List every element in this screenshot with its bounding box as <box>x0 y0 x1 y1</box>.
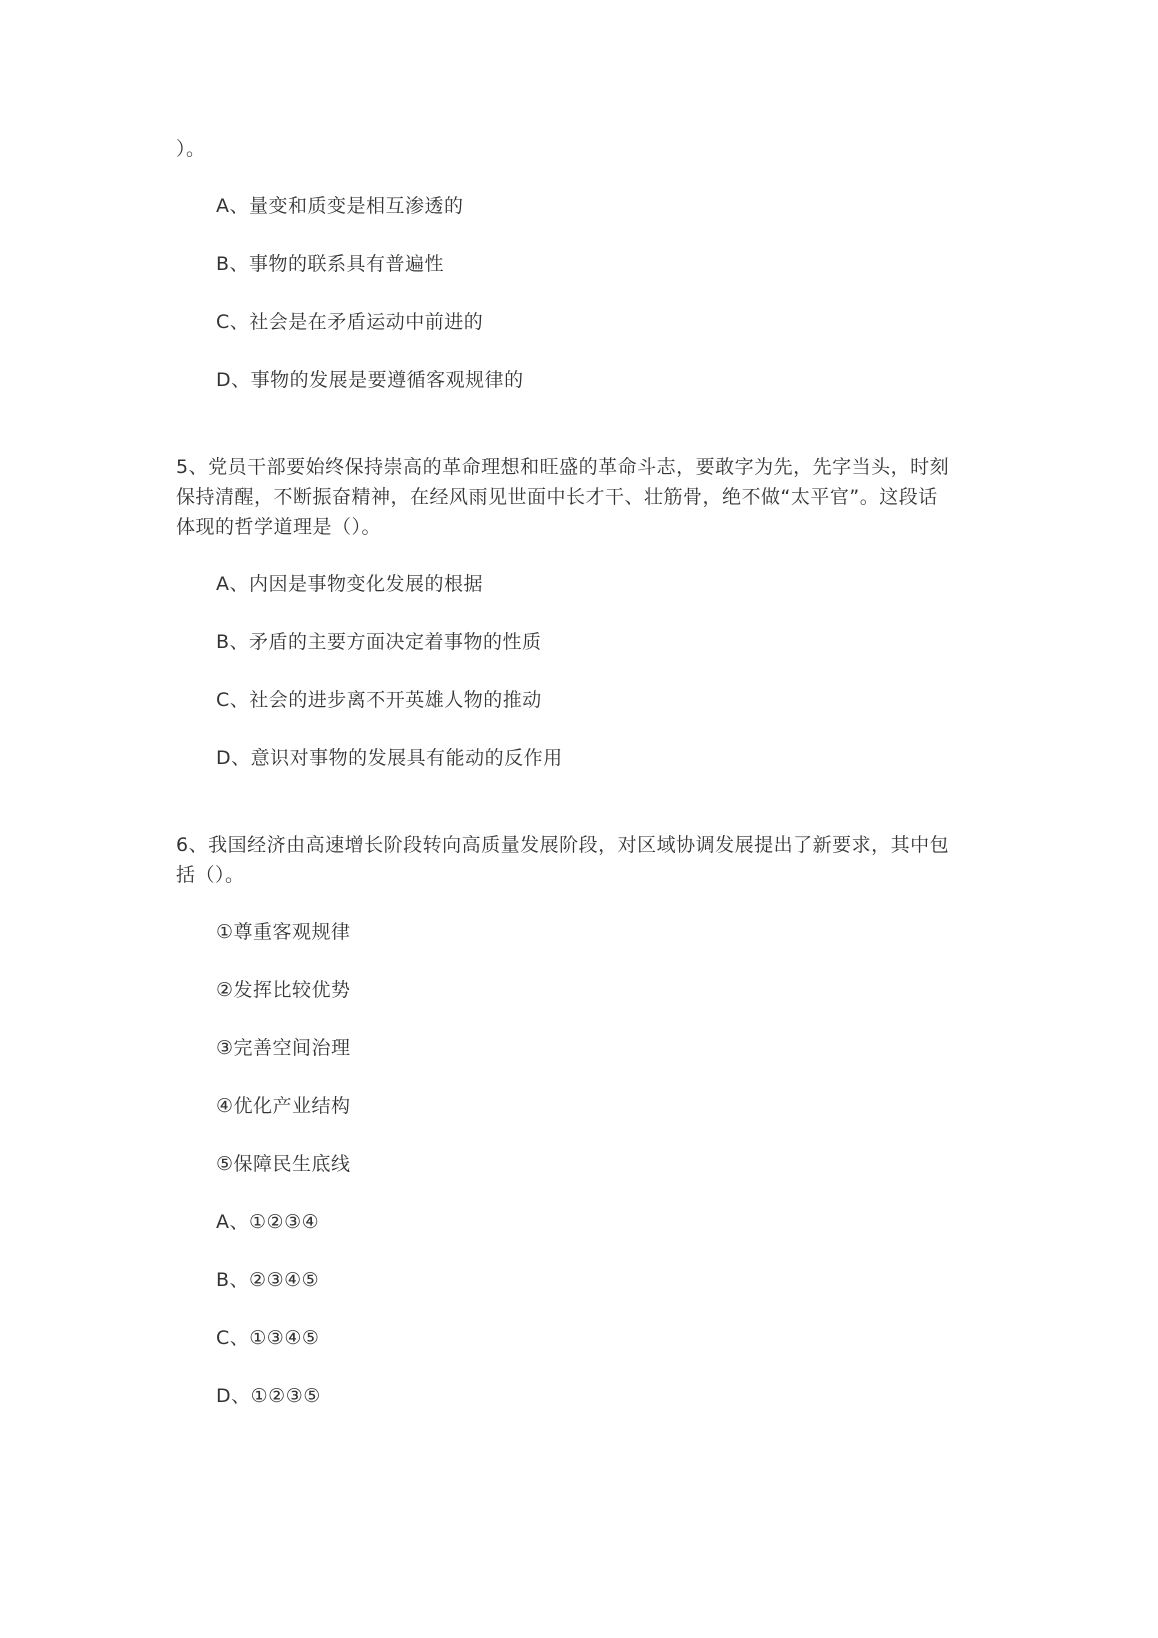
q4-option-a: A、量变和质变是相互渗透的 <box>216 195 464 217</box>
question-continuation: ）。 <box>176 138 206 160</box>
q6-option-d: D、①②③⑤ <box>216 1385 321 1407</box>
q6-item-1: ①尊重客观规律 <box>216 921 351 943</box>
q4-option-c: C、社会是在矛盾运动中前进的 <box>216 311 484 333</box>
q5-option-a: A、内因是事物变化发展的根据 <box>216 573 483 595</box>
q6-item-5: ⑤保障民生底线 <box>216 1153 351 1175</box>
q5-text-line-3: 体现的哲学道理是（）。 <box>176 516 382 538</box>
q4-option-d: D、事物的发展是要遵循客观规律的 <box>216 369 524 391</box>
q6-option-b: B、②③④⑤ <box>216 1269 320 1291</box>
q5-option-c: C、社会的进步离不开英雄人物的推动 <box>216 689 542 711</box>
q6-option-c: C、①③④⑤ <box>216 1327 320 1349</box>
q5-text-line-2: 保持清醒，不断振奋精神，在经风雨见世面中长才干、壮筋骨，绝不做“太平官”。这段话 <box>176 486 938 508</box>
q6-option-a: A、①②③④ <box>216 1211 320 1233</box>
q6-item-3: ③完善空间治理 <box>216 1037 351 1059</box>
q6-text-line-2: 括（）。 <box>176 864 245 886</box>
q5-text-line-1: 5、党员干部要始终保持崇高的革命理想和旺盛的革命斗志，要敢字为先，先字当头，时刻 <box>176 456 950 478</box>
q4-option-b: B、事物的联系具有普遍性 <box>216 253 445 275</box>
q6-item-4: ④优化产业结构 <box>216 1095 351 1117</box>
q6-item-2: ②发挥比较优势 <box>216 979 351 1001</box>
q6-text-line-1: 6、我国经济由高速增长阶段转向高质量发展阶段，对区域协调发展提出了新要求，其中包 <box>176 834 950 856</box>
q5-option-b: B、矛盾的主要方面决定着事物的性质 <box>216 631 542 653</box>
q5-option-d: D、意识对事物的发展具有能动的反作用 <box>216 747 563 769</box>
